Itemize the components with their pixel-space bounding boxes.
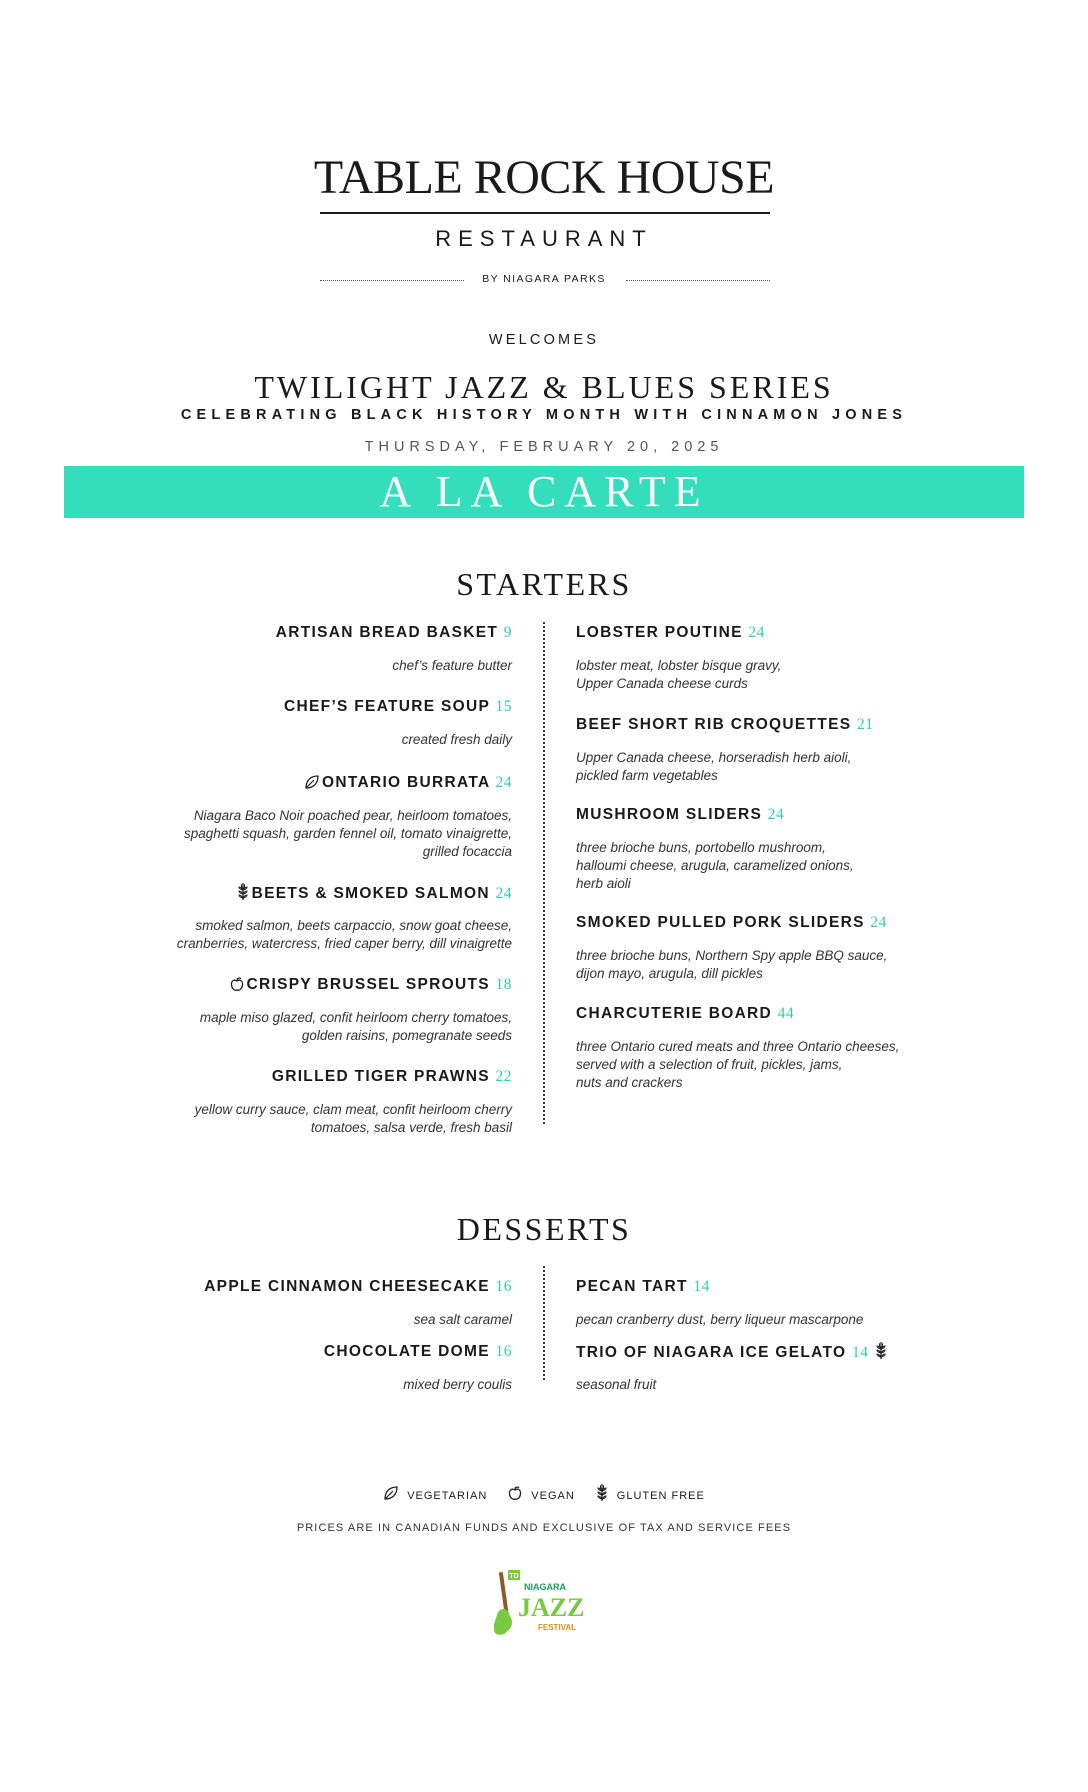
apple-icon <box>229 976 245 998</box>
menu-item-description: lobster meat, lobster bisque gravy, Upper Canada cheese curds <box>576 658 782 691</box>
item-name-text: MUSHROOM SLIDERS <box>576 806 763 823</box>
dotted-rule-right <box>626 280 770 281</box>
item-price: 16 <box>495 1278 512 1295</box>
menu-item-description: pecan cranberry dust, berry liqueur mascarpone <box>576 1312 864 1327</box>
restaurant-subtitle: RESTAURANT <box>435 226 653 251</box>
wheat-icon <box>595 1484 609 1507</box>
wheat-icon <box>874 1342 888 1366</box>
menu-item-description: mixed berry coulis <box>403 1377 512 1392</box>
item-name-text: SMOKED PULLED PORK SLIDERS <box>576 914 865 931</box>
restaurant-name: TABLE ROCK HOUSE <box>313 151 775 204</box>
item-price: 14 <box>693 1278 710 1295</box>
item-price: 18 <box>495 976 512 993</box>
item-price: 24 <box>495 885 512 902</box>
menu-item-description: smoked salmon, beets carpaccio, snow goat cheese, cranberries, watercress, fried caper berry, dill vinaigrette <box>176 918 512 951</box>
item-price: 15 <box>495 698 512 715</box>
menu-item-name <box>576 805 784 825</box>
menu-item-name <box>276 623 512 643</box>
menu-item-name <box>576 1004 794 1024</box>
desserts-column-divider <box>543 1266 545 1380</box>
event-title: TWILIGHT JAZZ & BLUES SERIES <box>254 369 834 405</box>
logo-line2: JAZZ <box>518 1593 584 1622</box>
item-name-text: LOBSTER POUTINE <box>576 624 743 641</box>
menu-item-name <box>304 773 512 796</box>
menu-item-name <box>576 623 765 643</box>
item-price: 24 <box>870 914 887 931</box>
dietary-legend <box>0 1484 1088 1507</box>
legend-item <box>383 1485 487 1506</box>
item-name-text: CHARCUTERIE BOARD <box>576 1005 773 1022</box>
item-name-text: BEETS & SMOKED SALMON <box>251 885 490 902</box>
menu-item-description: three brioche buns, portobello mushroom, halloumi cheese, arugula, caramelized onions, herb aioli <box>576 840 854 891</box>
menu-item-name <box>204 1277 512 1297</box>
logo-badge: TD <box>509 1573 519 1580</box>
item-name-text: CRISPY BRUSSEL SPROUTS <box>246 976 490 993</box>
legend-label: VEGAN <box>531 1489 575 1502</box>
item-price: 21 <box>856 716 874 733</box>
menu-item-description: three Ontario cured meats and three Ontario cheeses, served with a selection of fruit, pickles, jams, nuts and crackers <box>576 1039 900 1090</box>
menu-item-name <box>576 1342 888 1366</box>
apple-icon <box>507 1485 523 1506</box>
title-rule <box>320 212 770 214</box>
prices-note: PRICES ARE IN CANADIAN FUNDS AND EXCLUSIVE OF TAX AND SERVICE FEES <box>296 1522 792 1534</box>
legend-label: GLUTEN FREE <box>616 1489 705 1502</box>
item-name-text: ARTISAN BREAD BASKET <box>275 624 499 641</box>
starters-heading: STARTERS <box>456 566 632 602</box>
logo-line1: NIAGARA <box>524 1582 566 1592</box>
item-name-text: BEEF SHORT RIB CROQUETTES <box>576 716 852 733</box>
legend-item <box>507 1485 575 1506</box>
menu-item-name <box>576 913 887 933</box>
menu-item-description: seasonal fruit <box>576 1377 657 1392</box>
welcomes-text: WELCOMES <box>488 332 600 348</box>
item-name-text: ONTARIO BURRATA <box>322 774 490 791</box>
menu-item-description: Upper Canada cheese, horseradish herb aioli, pickled farm vegetables <box>576 750 852 783</box>
by-line: BY NIAGARA PARKS <box>482 273 606 285</box>
menu-item-description: created fresh daily <box>401 732 512 747</box>
wheat-icon <box>236 883 250 907</box>
menu-item-description: yellow curry sauce, clam meat, confit heirloom cherry tomatoes, salsa verde, fresh basil <box>194 1102 512 1135</box>
menu-item-name <box>576 715 873 735</box>
item-name-text: PECAN TART <box>576 1278 688 1295</box>
item-price: 24 <box>495 774 512 791</box>
item-name-text: TRIO OF NIAGARA ICE GELATO <box>576 1344 847 1361</box>
leaf-icon <box>304 774 320 796</box>
menu-item-name <box>236 883 512 907</box>
item-price: 9 <box>503 624 512 641</box>
desserts-heading: DESSERTS <box>456 1211 632 1247</box>
item-price: 24 <box>767 806 785 823</box>
banner-text: A LA CARTE <box>379 467 709 516</box>
menu-item-name <box>284 697 512 717</box>
leaf-icon <box>383 1485 399 1506</box>
niagara-jazz-festival-logo <box>494 1568 584 1642</box>
menu-item-name <box>272 1067 512 1087</box>
menu-item-description: sea salt caramel <box>413 1312 512 1327</box>
legend-label: VEGETARIAN <box>407 1489 488 1502</box>
item-name-text: GRILLED TIGER PRAWNS <box>271 1068 490 1085</box>
menu-item-name <box>576 1277 710 1297</box>
item-price: 44 <box>777 1005 795 1022</box>
menu-item-description: maple miso glazed, confit heirloom cherry tomatoes, golden raisins, pomegranate seeds <box>199 1010 512 1043</box>
menu-item-name <box>324 1342 512 1362</box>
item-price: 24 <box>748 624 765 641</box>
item-name-text: APPLE CINNAMON CHEESECAKE <box>204 1278 490 1295</box>
event-subtitle: CELEBRATING BLACK HISTORY MONTH WITH CINNAMON JONES <box>180 407 908 423</box>
logo-line3: FESTIVAL <box>538 1623 577 1632</box>
item-name-text: CHEF’S FEATURE SOUP <box>284 698 490 715</box>
legend-item <box>595 1484 705 1507</box>
menu-item-name <box>229 975 512 998</box>
menu-item-description: Niagara Baco Noir poached pear, heirloom tomatoes, spaghetti squash, garden fennel oil, tomato vinaigrette, grilled focaccia <box>184 808 512 859</box>
menu-item-description: three brioche buns, Northern Spy apple BBQ sauce, dijon mayo, arugula, dill pickles <box>576 948 888 981</box>
menu-item-description: chef’s feature butter <box>392 658 512 673</box>
item-price: 14 <box>851 1344 869 1361</box>
starters-column-divider <box>543 622 545 1124</box>
item-name-text: CHOCOLATE DOME <box>323 1343 490 1360</box>
item-price: 16 <box>495 1343 512 1360</box>
event-date: THURSDAY, FEBRUARY 20, 2025 <box>364 439 724 455</box>
item-price: 22 <box>495 1068 512 1085</box>
